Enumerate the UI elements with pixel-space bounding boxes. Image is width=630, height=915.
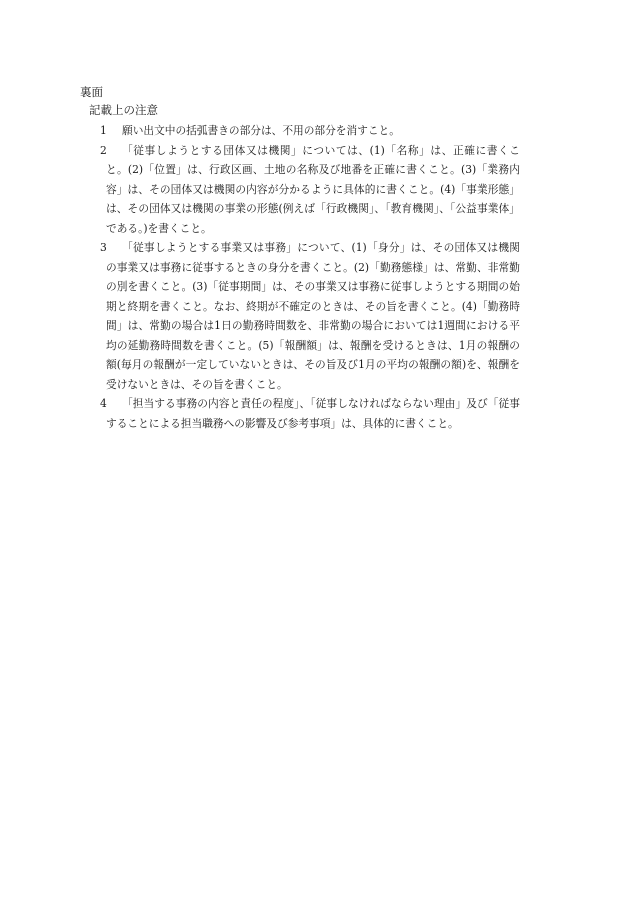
- note-number: 2: [100, 143, 107, 157]
- note-text: 「従事しようとする団体又は機関」については、(1)「名称」は、正確に書くこと。(2)「位置」は、行政区画、土地の名称及び地番を正確に書くこと。(3)「業務内容」は、その団体又は機関の内容が分かるように具体的に書くこと。(4)「事業形態」は、その団体又は機関の事業の形態(例えば「行政機関」、「教育機関」、「公益事業体」である。)を書くこと。: [106, 143, 520, 235]
- note-number: 4: [100, 397, 107, 410]
- note-number: 1: [100, 124, 107, 137]
- note-text: 「担当する事務の内容と責任の程度」、「従事しなければならない理由」及び「従事することによる担当職務への影響及び参考事項」は、具体的に書くこと。: [106, 397, 520, 430]
- note-text: 願い出文中の括弧書きの部分は、不用の部分を消すこと。: [122, 124, 400, 137]
- note-item: [0, 394, 630, 433]
- page-heading: 裏面: [80, 85, 103, 99]
- notes-list: [0, 121, 630, 433]
- note-item: [0, 141, 630, 239]
- note-item: [0, 121, 630, 141]
- section-heading: 記載上の注意: [89, 103, 158, 117]
- note-number: 3: [100, 241, 107, 254]
- note-text: 「従事しようとする事業又は事務」について、(1)「身分」は、その団体又は機関の事業又は事務に従事するときの身分を書くこと。(2)「勤務態様」は、常勤、非常勤の別を書くこと。(3)「従事期間」は、その事業又は事務に従事しようとする期間の始期と終期を書くこと。なお、終期が不確定のときは、その旨を書くこと。(4)「勤務時間」は、常勤の場合は1日の勤務時間数を、非常勤の場合においては1週間における平均の延勤務時間数を書くこと。(5)「報酬額」は、報酬を受けるときは、1月の報酬の額(毎月の報酬が一定していないときは、その旨及び1月の平均の報酬の額)を、報酬を受けないときは、その旨を書くこと。: [106, 241, 520, 391]
- note-item: [0, 238, 630, 394]
